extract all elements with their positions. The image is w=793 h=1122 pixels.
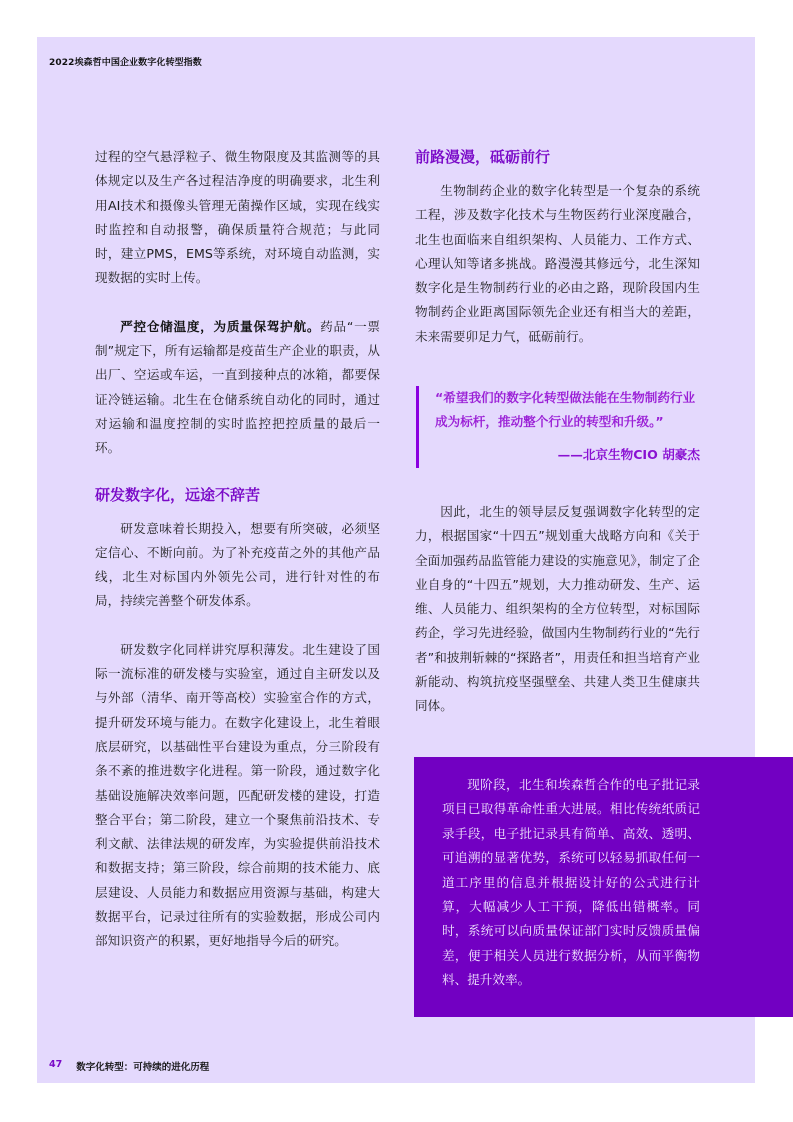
chapter-title: 数字化转型：可持续的进化历程 [76, 1062, 210, 1073]
section-heading: 前路漫漫，砥砺前行 [415, 148, 551, 166]
paragraph: 过程的空气悬浮粒子、微生物限度及其监测等的具体规定以及生产各过程洁净度的明确要求，北生利用AI技术和摄像头管理无菌操作区域，实现在线实时监控和自动报警，确保质量符合规范；与此同时，建立PMS，EMS等系统，对环境自动监测，实现数据的实时上传。 [95, 149, 380, 286]
paragraph: 研发数字化同样讲究厚积薄发。北生建设了国际一流标准的研发楼与实验室，通过自主研发以及与外部（清华、南开等高校）实验室合作的方式，提升研发环境与能力。在数字化建设上，北生着眼底层研究，以基础性平台建设为重点，分三阶段有条不紊的推进数字化进程。第一阶段，通过数字化基础设施解决效率问题，匹配研发楼的建设，打造整合平台；第二阶段，建立一个聚焦前沿技术、专利文献、法律法规的研发库，为实验提供前沿技术和数据支持；第三阶段，综合前期的技术能力、底层建设、人员能力和数据应用资源与基础，构建大数据平台，记录过往所有的实验数据，形成公司内部知识资产的积累，更好地指导今后的研究。 [95, 641, 380, 949]
left-column [95, 145, 380, 954]
paragraph: 因此，北生的领导层反复强调数字化转型的定力，根据国家“十四五”规划重大战略方向和《关于全面加强药品监管能力建设的实施意见》，制定了企业自身的“十四五”规划，大力推动研发、生产、运维、人员能力、组织架构的全方位转型，对标国际药企，学习先进经验，做国内生物制药行业的“先行者”和披荆斩棘的“探路者”，用责任和担当培育产业新能动、构筑抗疫坚强壁垒、共建人类卫生健康共同体。 [415, 504, 700, 714]
right-column-lower [415, 500, 700, 719]
quote-text: “希望我们的数字化转型做法能在生物制药行业成为标杆，推动整个行业的转型和升级。” [435, 390, 696, 429]
paragraph: 生物制药企业的数字化转型是一个复杂的系统工程，涉及数字化技术与生物医药行业深度融合，北生也面临来自组织架构、人员能力、工作方式、心理认知等诸多挑战。路漫漫其修远兮，北生深知数字化是生物制药行业的必由之路，现阶段国内生物制药企业距离国际领先企业还有相当大的差距，未来需要卯足力气，砥砺前行。 [415, 183, 700, 344]
paragraph-body: 药品“一票制”规定下，所有运输都是疫苗生产企业的职责，从出厂、空运或车运，一直到接种点的冰箱，都要保证冷链运输。北生在仓储系统自动化的同时，通过对运输和温度控制的实时监控把控质量的最后一环。 [95, 318, 381, 456]
page-number: 47 [49, 1059, 63, 1070]
paragraph-lead: 严控仓储温度，为质量保驾护航。 [120, 318, 321, 334]
paragraph: 研发意味着长期投入，想要有所突破，必须坚定信心、不断向前。为了补充疫苗之外的其他产品线，北生对标国内外领先公司，进行针对性的布局，持续完善整个研发体系。 [95, 520, 380, 609]
right-column [415, 145, 700, 349]
callout-box [414, 757, 793, 1017]
pull-quote [416, 386, 706, 468]
running-header: 2022埃森哲中国企业数字化转型指数 [49, 58, 202, 68]
page-footer [49, 1059, 209, 1073]
section-heading: 研发数字化，远途不辞苦 [95, 485, 261, 504]
quote-attribution: ——北京生物CIO 胡豪杰 [557, 447, 700, 462]
paragraph [95, 315, 380, 461]
callout-text: 现阶段，北生和埃森哲合作的电子批记录项目已取得革命性重大进展。相比传统纸质记录手段，电子批记录具有简单、高效、透明、可追溯的显著优势，系统可以轻易抓取任何一道工序里的信息并根据设计好的公式进行计算，大幅减少人工干预，降低出错概率。同时，系统可以向质量保证部门实时反馈质量偏差，便于相关人员进行数据分析，从而平衡物料、提升效率。 [442, 777, 700, 988]
